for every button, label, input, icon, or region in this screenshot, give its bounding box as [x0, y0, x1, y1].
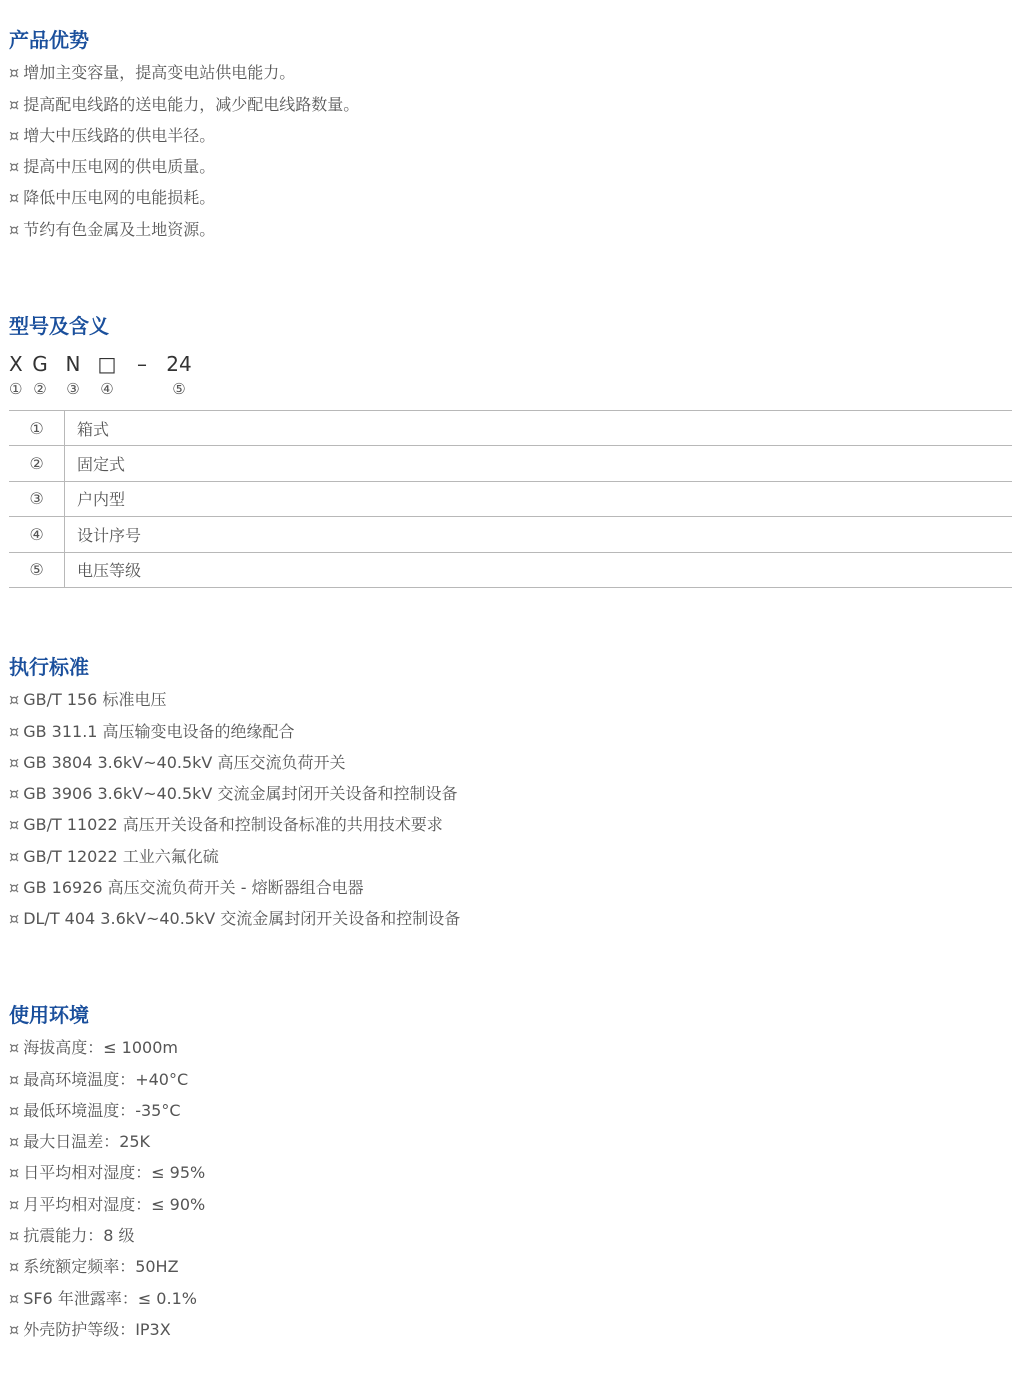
- table-row: [9, 517, 1012, 552]
- list-item-text: 提高配电线路的送电能力，减少配电线路数量。: [23, 94, 360, 114]
- code-letter: X: [9, 352, 23, 376]
- list-item: [9, 1320, 205, 1340]
- list-item-text: 增加主变容量，提高变电站供电能力。: [23, 63, 296, 83]
- list-item-text: 抗震能力：8 级: [23, 1226, 135, 1246]
- list-item-text: GB 3906 3.6kV~40.5kV 交流金属封闭开关设备和控制设备: [23, 784, 458, 804]
- row-index: ⑤: [9, 552, 65, 587]
- standards-heading: 执行标准: [9, 655, 89, 679]
- model-meaning-table: [9, 410, 1012, 588]
- bullet-icon: ¤: [9, 752, 20, 772]
- list-item-text: 日平均相对湿度：≤ 95%: [23, 1163, 206, 1183]
- bullet-icon: ¤: [9, 1163, 20, 1183]
- table-row: [9, 446, 1012, 481]
- list-item-text: 提高中压电网的供电质量。: [23, 157, 216, 177]
- row-index: ④: [9, 517, 65, 552]
- list-item: [9, 1070, 205, 1090]
- bullet-icon: ¤: [9, 1319, 20, 1339]
- table-row: [9, 411, 1012, 446]
- environment-heading: 使用环境: [9, 1003, 89, 1027]
- bullet-icon: ¤: [9, 1257, 20, 1277]
- list-item: [9, 847, 460, 867]
- list-item: [9, 722, 460, 742]
- row-meaning: 户内型: [65, 481, 1013, 516]
- list-item-text: GB/T 11022 高压开关设备和控制设备标准的共用技术要求: [23, 815, 443, 835]
- code-number: [125, 378, 159, 400]
- advantages-heading: 产品优势: [9, 28, 89, 52]
- model-heading: 型号及含义: [9, 314, 109, 338]
- advantages-section: [9, 28, 359, 240]
- code-letter: 24: [166, 352, 192, 376]
- list-item: [9, 878, 460, 898]
- list-item: [9, 1132, 205, 1152]
- bullet-icon: ¤: [9, 219, 20, 239]
- list-item: [9, 1257, 205, 1277]
- code-number: ①: [9, 380, 23, 398]
- list-item: [9, 126, 359, 146]
- list-item-text: 月平均相对湿度：≤ 90%: [23, 1194, 206, 1214]
- list-item-text: 海拔高度：≤ 1000m: [23, 1038, 178, 1058]
- bullet-icon: ¤: [9, 125, 20, 145]
- list-item-text: DL/T 404 3.6kV~40.5kV 交流金属封闭开关设备和控制设备: [23, 909, 461, 929]
- list-item-text: GB 311.1 高压输变电设备的绝缘配合: [23, 721, 295, 741]
- table-row: [9, 481, 1012, 516]
- list-item: [9, 157, 359, 177]
- list-item-text: GB/T 156 标准电压: [23, 690, 167, 710]
- list-item-text: 最大日温差：25K: [23, 1132, 151, 1152]
- table-row: [9, 552, 1012, 587]
- bullet-icon: ¤: [9, 909, 20, 929]
- code-dash: –: [137, 352, 147, 376]
- environment-list: [9, 1038, 205, 1340]
- bullet-icon: ¤: [9, 94, 20, 114]
- standards-list: [9, 690, 460, 929]
- advantages-list: [9, 63, 359, 239]
- list-item: [9, 1226, 205, 1246]
- code-letter: □: [97, 352, 117, 376]
- list-item-text: SF6 年泄露率：≤ 0.1%: [23, 1288, 197, 1308]
- code-letter: N: [65, 352, 81, 376]
- list-item-text: GB/T 12022 工业六氟化硫: [23, 846, 219, 866]
- row-index: ②: [9, 446, 65, 481]
- list-item: [9, 1101, 205, 1121]
- list-item: [9, 220, 359, 240]
- bullet-icon: ¤: [9, 815, 20, 835]
- list-item-text: 节约有色金属及土地资源。: [23, 219, 216, 239]
- row-meaning: 电压等级: [65, 552, 1013, 587]
- list-item: [9, 188, 359, 208]
- bullet-icon: ¤: [9, 1100, 20, 1120]
- row-meaning: 固定式: [65, 446, 1013, 481]
- bullet-icon: ¤: [9, 188, 20, 208]
- list-item-text: 外壳防护等级：IP3X: [23, 1319, 171, 1339]
- list-item-text: 最高环境温度：+40°C: [23, 1069, 189, 1089]
- row-index: ①: [9, 411, 65, 446]
- list-item-text: 增大中压线路的供电半径。: [23, 125, 216, 145]
- bullet-icon: ¤: [9, 63, 20, 83]
- list-item: [9, 1289, 205, 1309]
- code-number: ③: [66, 380, 80, 398]
- list-item-text: GB 16926 高压交流负荷开关 - 熔断器组合电器: [23, 878, 364, 898]
- bullet-icon: ¤: [9, 721, 20, 741]
- bullet-icon: ¤: [9, 1226, 20, 1246]
- list-item: [9, 1038, 205, 1058]
- list-item-text: 系统额定频率：50HZ: [23, 1257, 179, 1277]
- bullet-icon: ¤: [9, 784, 20, 804]
- code-number: ④: [100, 380, 114, 398]
- list-item: [9, 1163, 205, 1183]
- list-item-text: 降低中压电网的电能损耗。: [23, 188, 216, 208]
- model-code: [9, 352, 1012, 376]
- standards-section: [9, 655, 460, 929]
- list-item: [9, 690, 460, 710]
- model-section: [9, 314, 1012, 588]
- list-item: [9, 95, 359, 115]
- list-item-text: GB 3804 3.6kV~40.5kV 高压交流负荷开关: [23, 752, 346, 772]
- code-number: ②: [33, 380, 47, 398]
- code-letter: G: [32, 352, 48, 376]
- list-item: [9, 784, 460, 804]
- list-item-text: 最低环境温度：-35°C: [23, 1100, 181, 1120]
- bullet-icon: ¤: [9, 878, 20, 898]
- list-item: [9, 63, 359, 83]
- row-index: ③: [9, 481, 65, 516]
- bullet-icon: ¤: [9, 690, 20, 710]
- row-meaning: 设计序号: [65, 517, 1013, 552]
- bullet-icon: ¤: [9, 846, 20, 866]
- bullet-icon: ¤: [9, 1038, 20, 1058]
- bullet-icon: ¤: [9, 157, 20, 177]
- bullet-icon: ¤: [9, 1069, 20, 1089]
- model-code-numbers: [9, 378, 1012, 400]
- environment-section: [9, 1003, 205, 1340]
- list-item: [9, 815, 460, 835]
- list-item: [9, 753, 460, 773]
- list-item: [9, 1195, 205, 1215]
- bullet-icon: ¤: [9, 1288, 20, 1308]
- bullet-icon: ¤: [9, 1194, 20, 1214]
- row-meaning: 箱式: [65, 411, 1013, 446]
- bullet-icon: ¤: [9, 1132, 20, 1152]
- code-number: ⑤: [172, 380, 186, 398]
- list-item: [9, 909, 460, 929]
